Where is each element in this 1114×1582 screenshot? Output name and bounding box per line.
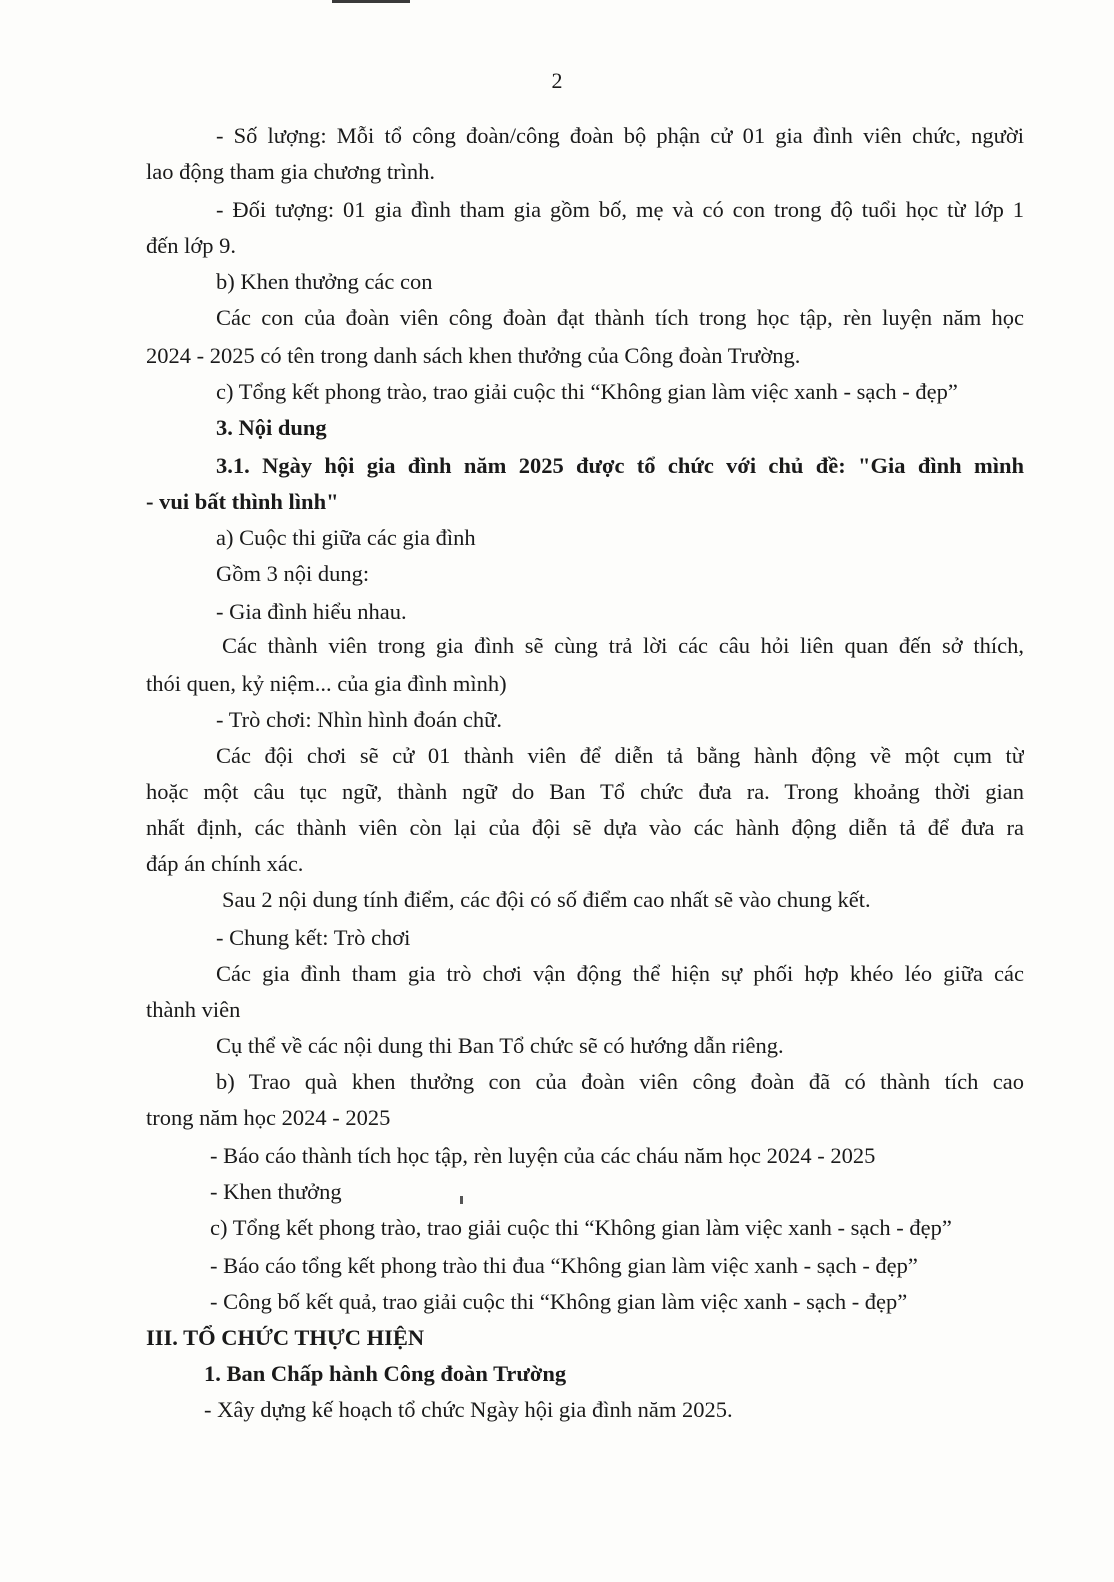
- text-line: Sau 2 nội dung tính điểm, các đội có số điểm cao nhất sẽ vào chung kết.: [222, 887, 871, 912]
- text-line: - Đối tượng: 01 gia đình tham gia gồm bố, mẹ và có con trong độ tuổi học từ lớp 1: [216, 197, 1024, 222]
- text-line: nhất định, các thành viên còn lại của đội sẽ dựa vào các hành động diễn tả để đưa ra: [146, 815, 1024, 840]
- part-heading: III. TỔ CHỨC THỰC HIỆN: [146, 1325, 425, 1350]
- text-line: b) Trao quà khen thưởng con của đoàn viên công đoàn đã có thành tích cao: [216, 1069, 1024, 1094]
- text-line: trong năm học 2024 - 2025: [146, 1105, 391, 1130]
- subsection-heading-cont: - vui bất thình lình": [146, 489, 339, 514]
- text-line: đến lớp 9.: [146, 233, 237, 258]
- text-line: Các thành viên trong gia đình sẽ cùng trả lời các câu hỏi liên quan đến sở thích,: [222, 633, 1024, 658]
- text-line: Cụ thể về các nội dung thi Ban Tổ chức sẽ có hướng dẫn riêng.: [216, 1033, 784, 1058]
- scan-speck: [460, 1196, 463, 1204]
- page-number: 2: [551, 68, 563, 93]
- section-heading: 3. Nội dung: [216, 415, 327, 440]
- text-line: Các đội chơi sẽ cử 01 thành viên để diễn tả bằng hành động về một cụm từ: [216, 743, 1024, 768]
- text-line: Các gia đình tham gia trò chơi vận động thể hiện sự phối hợp khéo léo giữa các: [216, 961, 1024, 986]
- text-line: Các con của đoàn viên công đoàn đạt thành tích trong học tập, rèn luyện năm học: [216, 305, 1024, 330]
- text-line: c) Tổng kết phong trào, trao giải cuộc thi “Không gian làm việc xanh - sạch - đẹp”: [210, 1215, 952, 1240]
- text-line: - Báo cáo thành tích học tập, rèn luyện của các cháu năm học 2024 - 2025: [210, 1143, 876, 1168]
- text-line: - Trò chơi: Nhìn hình đoán chữ.: [216, 707, 502, 732]
- text-line: - Chung kết: Trò chơi: [216, 925, 411, 950]
- text-line: - Số lượng: Mỗi tổ công đoàn/công đoàn bộ phận cử 01 gia đình viên chức, người: [216, 123, 1024, 148]
- text-line: hoặc một câu tục ngữ, thành ngữ do Ban Tổ chức đưa ra. Trong khoảng thời gian: [146, 779, 1024, 804]
- text-line: thói quen, kỷ niệm... của gia đình mình): [146, 671, 507, 696]
- text-line: - Báo cáo tổng kết phong trào thi đua “Không gian làm việc xanh - sạch - đẹp”: [210, 1253, 918, 1278]
- text-line: thành viên: [146, 997, 241, 1022]
- text-line: b) Khen thưởng các con: [216, 269, 433, 294]
- text-line: - Khen thưởng: [210, 1179, 342, 1204]
- subsection-heading: 3.1. Ngày hội gia đình năm 2025 được tổ chức với chủ đề: "Gia đình mình: [216, 453, 1024, 478]
- section-heading: 1. Ban Chấp hành Công đoàn Trường: [204, 1361, 567, 1386]
- text-line: - Công bố kết quả, trao giải cuộc thi “Không gian làm việc xanh - sạch - đẹp”: [210, 1289, 908, 1314]
- text-line: đáp án chính xác.: [146, 851, 304, 876]
- text-line: a) Cuộc thi giữa các gia đình: [216, 525, 476, 550]
- text-line: c) Tổng kết phong trào, trao giải cuộc thi “Không gian làm việc xanh - sạch - đẹp”: [216, 379, 958, 404]
- text-line: Gồm 3 nội dung:: [216, 561, 370, 586]
- scan-mark: [332, 0, 410, 3]
- text-line: 2024 - 2025 có tên trong danh sách khen thưởng của Công đoàn Trường.: [146, 343, 801, 368]
- text-line: - Xây dựng kế hoạch tổ chức Ngày hội gia đình năm 2025.: [204, 1397, 733, 1422]
- text-line: - Gia đình hiểu nhau.: [216, 599, 407, 624]
- text-line: lao động tham gia chương trình.: [146, 159, 436, 184]
